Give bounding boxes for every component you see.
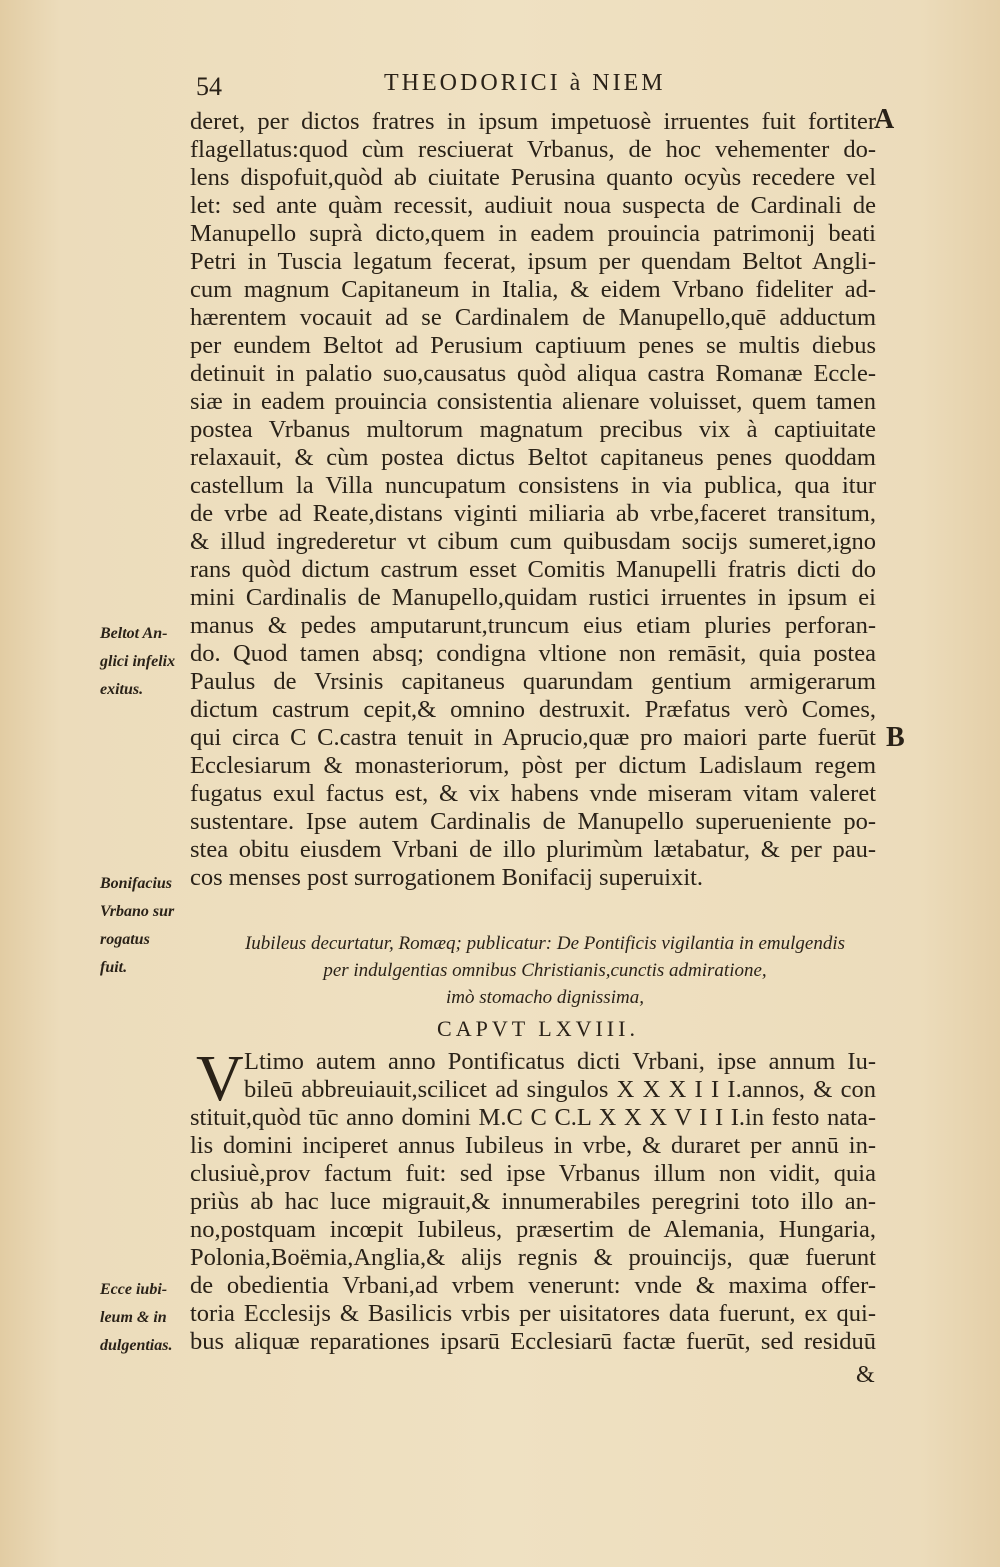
text-line: deret, per dictos fratres in ipsum impetuosè irruentes fuit fortiter bbox=[190, 108, 876, 135]
text-line: dictum castrum cepit,& omnino destruxit. Præfatus verò Comes, bbox=[190, 696, 876, 723]
text-line: fugatus exul factus est, & vix habens vnde miseram vitam valeret bbox=[190, 780, 876, 807]
text-line: hærentem vocauit ad se Cardinalem de Manupello,quē adductum bbox=[190, 304, 876, 331]
text-line: bus aliquæ reparationes ipsarū Ecclesiarū factæ fuerūt, sed residuū bbox=[190, 1328, 876, 1355]
text-line: stea obitu eiusdem Vrbani de illo plurimùm lætabatur, & per pau- bbox=[190, 836, 876, 863]
text-line: siæ in eadem prouincia consistentia alienare voluisset, quem tamen bbox=[190, 388, 876, 415]
book-page: 54 THEODORICI à NIEM A B deret, per dictos fratres in ipsum impetuosè irruentes fuit fortiter flagellatus:quod cùm resciuerat Vrbanus, de hoc vehementer do- lens dispofuit,quòd ab ciuitate Perusina quanto ocyùs recedere vel let: sed ante quàm recessit, audiuit noua suspecta de Cardinali de Manupello suprà dicto,quem in eadem prouincia patrimonij beati Petri in Tuscia legatum fecerat, ipsum per quendam Beltot Angli- cum magnum Capitaneum in Italia, & eidem Vrbano fideliter ad- hærentem vocauit ad se Cardinalem de Manupello,quē adductum per eundem Beltot ad Perusium captiuum penes se multis diebus detinuit in palatio suo,causatus quòd aliqua castra Romanæ Eccle- siæ in eadem prouincia consistentia alienare voluisset, quem tamen postea Vrbanus multorum magnatum precibus vix à captiuitate relaxauit, & cùm postea dictus Beltot capitaneus penes quoddam castellum la Villa nuncupatum consistens in via publica, qua itur de vrbe ad Reate,distans viginti miliaria ab vrbe,faceret transitum, & illud ingrederetur vt cibum cum quibusdam socijs sumeret,igno rans quòd dictum castrum esset Comitis Manupelli fratris dicti do mini Cardinalis de Manupello,quidam rustici irruentes in ipsum ei manus & pedes amputarunt,truncum eius etiam pluries perforan- do. Quod tamen absq; condigna vltione non remāsit, quia postea Paulus de Vrsinis capitaneus quarundam gentium armigerarum dictum castrum cepit,& omnino destruxit. Præfatus verò Comes, qui circa C C.castra tenuit in Aprucio,quæ pro maiori parte fuerūt Ecclesiarum & monasteriorum, pòst per dictum Ladislaum regem fugatus exul factus est, & vix habens vnde miseram vitam valeret sustentare. Ipse autem Cardinalis de Manupello superueniente po- stea obitu eiusdem Vrbani de illo plurimùm lætabatur, & per pau- cos menses post surrogationem Bonifacij superuixit. Beltot An- glici infelix exitus. Bonifacius Vrbano sur rogatus fuit. Iubileus decurtatur, Romæq; publicatur: De Pontificis vigilantia in emulgendis per indulgentias omnibus Christianis,cunctis admiratione, imò stomacho dignissima, CAPVT LXVIII. V Ltimo autem anno Pontificatus dicti Vrbani, ipse annum Iu- bileū abbreuiauit,scilicet ad singulos X X X I I I.annos, & con stituit,quòd tūc anno domini M.C C C.L X X X V I I I.in festo nata- lis domini inciperet annus Iubileus in vrbe, & duraret per annū in- clusiuè,prov factum fuit: sed ipse Vrbanus illum non vidit, quia priùs ab hac luce migrauit,& innumerabiles peregrini toto illo an- no,postquam incœpit Iubileus, præsertim de Alemania, Hungaria, Polonia,Boëmia,Anglia,& alijs regnis & prouincijs, quæ fuerunt de obedientia Vrbani,ad vrbem venerunt: vnde & maxima offer- toria Ecclesijs & Basilicis vrbis per uisitatores data fuerunt, ex qui- bus aliquæ reparationes ipsarū Ecclesiarū factæ fuerūt, sed residuū Ecce iubi- leum & in dulgentias. & bbox=[0, 0, 1000, 1567]
text-line: sustentare. Ipse autem Cardinalis de Manupello superueniente po- bbox=[190, 808, 876, 835]
text-line: qui circa C C.castra tenuit in Aprucio,quæ pro maiori parte fuerūt bbox=[190, 724, 876, 751]
text-line: & illud ingrederetur vt cibum cum quibusdam socijs sumeret,igno bbox=[190, 528, 876, 555]
text-line: castellum la Villa nuncupatum consistens in via publica, qua itur bbox=[190, 472, 876, 499]
text-line: flagellatus:quod cùm resciuerat Vrbanus, de hoc vehementer do- bbox=[190, 136, 876, 163]
chapter-heading: CAPVT LXVIII. bbox=[437, 1016, 639, 1041]
text-line: Polonia,Boëmia,Anglia,& alijs regnis & prouincijs, quæ fuerunt bbox=[190, 1244, 876, 1271]
text-line: lis domini inciperet annus Iubileus in vrbe, & duraret per annū in- bbox=[190, 1132, 876, 1159]
text-line: Manupello suprà dicto,quem in eadem prouincia patrimonij beati bbox=[190, 220, 876, 247]
drop-cap: V bbox=[196, 1042, 244, 1115]
text-line: Paulus de Vrsinis capitaneus quarundam gentium armigerarum bbox=[190, 668, 876, 695]
catchword: & bbox=[856, 1362, 875, 1388]
text-line: no,postquam incœpit Iubileus, præsertim de Alemania, Hungaria, bbox=[190, 1216, 876, 1243]
margin-note: Ecce iubi- leum & in dulgentias. bbox=[100, 1281, 173, 1354]
page-number: 54 bbox=[196, 72, 222, 101]
text-line: detinuit in palatio suo,causatus quòd aliqua castra Romanæ Eccle- bbox=[190, 360, 876, 387]
text-line: de vrbe ad Reate,distans viginti miliaria ab vrbe,faceret transitum, bbox=[190, 500, 876, 527]
section-letter-a: A bbox=[874, 104, 895, 135]
text-line: de obedientia Vrbani,ad vrbem venerunt: vnde & maxima offer- bbox=[190, 1272, 876, 1299]
text-line: rans quòd dictum castrum esset Comitis Manupelli fratris dicti do bbox=[190, 556, 876, 583]
text-line: toria Ecclesijs & Basilicis vrbis per uisitatores data fuerunt, ex qui- bbox=[190, 1300, 876, 1327]
running-head: THEODORICI à NIEM bbox=[384, 70, 666, 96]
text-line: stituit,quòd tūc anno domini M.C C C.L X X X V I I I.in festo nata- bbox=[190, 1104, 876, 1131]
text-line: cum magnum Capitaneum in Italia, & eidem Vrbano fideliter ad- bbox=[190, 276, 876, 303]
text-line: cos menses post surrogationem Bonifacij superuixit. bbox=[190, 864, 704, 891]
text-line: manus & pedes amputarunt,truncum eius etiam pluries perforan- bbox=[190, 612, 876, 639]
text-line: relaxauit, & cùm postea dictus Beltot capitaneus penes quoddam bbox=[190, 444, 876, 471]
section-letter-b: B bbox=[886, 722, 905, 753]
text-line: lens dispofuit,quòd ab ciuitate Perusina quanto ocyùs recedere vel bbox=[190, 164, 876, 191]
text-line: bileū abbreuiauit,scilicet ad singulos X X X I I I.annos, & con bbox=[244, 1076, 876, 1103]
margin-note: Beltot An- glici infelix exitus. bbox=[100, 625, 176, 698]
text-line: let: sed ante quàm recessit, audiuit noua suspecta de Cardinali de bbox=[190, 192, 876, 219]
text-line: do. Quod tamen absq; condigna vltione non remāsit, quia postea bbox=[190, 640, 876, 667]
text-line: mini Cardinalis de Manupello,quidam rustici irruentes in ipsum ei bbox=[190, 584, 876, 611]
margin-note: Bonifacius Vrbano sur rogatus fuit. bbox=[100, 875, 175, 976]
text-line: Ecclesiarum & monasteriorum, pòst per dictum Ladislaum regem bbox=[190, 752, 876, 779]
text-line: clusiuè,prov factum fuit: sed ipse Vrbanus illum non vidit, quia bbox=[190, 1160, 876, 1187]
text-line: per eundem Beltot ad Perusium captiuum penes se multis diebus bbox=[190, 332, 876, 359]
text-line: priùs ab hac luce migrauit,& innumerabiles peregrini toto illo an- bbox=[190, 1188, 876, 1215]
text-line: Ltimo autem anno Pontificatus dicti Vrbani, ipse annum Iu- bbox=[244, 1048, 876, 1075]
text-line: Petri in Tuscia legatum fecerat, ipsum per quendam Beltot Angli- bbox=[190, 248, 876, 275]
text-line: postea Vrbanus multorum magnatum precibus vix à captiuitate bbox=[190, 416, 876, 443]
